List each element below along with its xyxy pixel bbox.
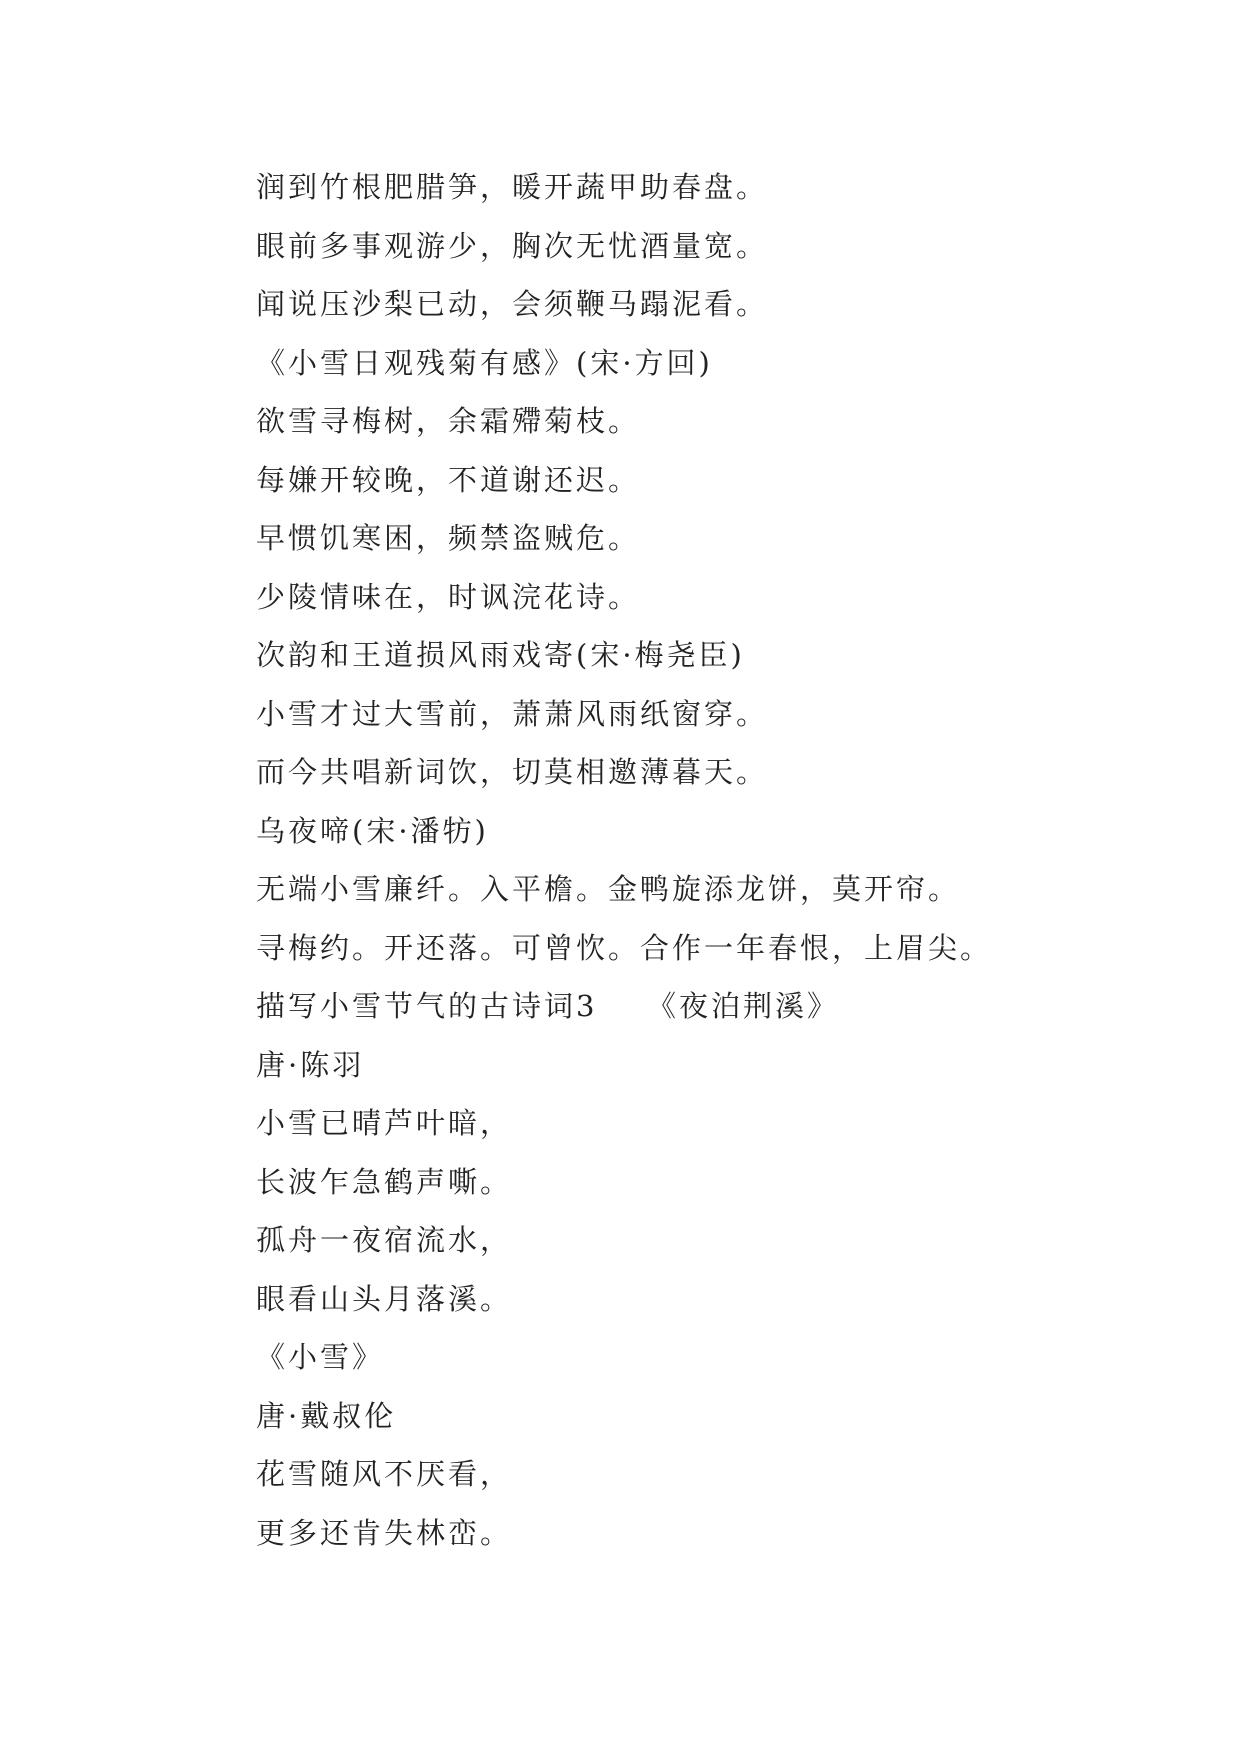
text-line: 早惯饥寒困，频禁盗贼危。 (256, 521, 641, 555)
poem-title: 《小雪日观残菊有感》(宋·方回) (256, 345, 713, 380)
text-line: 小雪已晴芦叶暗， (256, 1106, 513, 1140)
text-line: 润到竹根肥腊笋，暖开蔬甲助春盘。 (256, 170, 769, 204)
text-line: 欲雪寻梅树，余霜殢菊枝。 (256, 404, 641, 438)
text-line: 孤舟一夜宿流水， (256, 1223, 513, 1257)
text-line: 闻说压沙梨已动，会须鞭马蹋泥看。 (256, 287, 769, 321)
poem-text-block (256, 158, 1156, 1562)
text-line: 少陵情味在，时讽浣花诗。 (256, 579, 641, 614)
text-line: 眼看山头月落溪。 (256, 1281, 513, 1316)
section-heading: 描写小雪节气的古诗词3 《夜泊荆溪》 (256, 989, 839, 1023)
poem-author: 唐·戴叔伦 (256, 1398, 397, 1433)
text-line: 长波乍急鹤声嘶。 (256, 1164, 513, 1199)
text-line: 每嫌开较晚，不道谢还迟。 (256, 462, 641, 497)
poem-title: 《小雪》 (256, 1340, 385, 1374)
poem-title: 乌夜啼(宋·潘牥) (256, 813, 489, 848)
text-line: 而今共唱新词饮，切莫相邀薄暮天。 (256, 755, 769, 789)
text-line: 小雪才过大雪前，萧萧风雨纸窗穿。 (256, 696, 769, 731)
poem-author: 唐·陈羽 (256, 1047, 365, 1082)
text-line: 花雪随风不厌看， (256, 1457, 513, 1491)
poem-title: 次韵和王道损风雨戏寄(宋·梅尧臣) (256, 638, 745, 672)
text-line: 无端小雪廉纤。入平檐。金鸭旋添龙饼，莫开帘。 (256, 872, 961, 906)
text-line: 眼前多事观游少，胸次无忧酒量宽。 (256, 228, 769, 263)
text-line: 寻梅约。开还落。可曾忺。合作一年春恨，上眉尖。 (256, 930, 993, 965)
text-line: 更多还肯失林峦。 (256, 1515, 513, 1550)
